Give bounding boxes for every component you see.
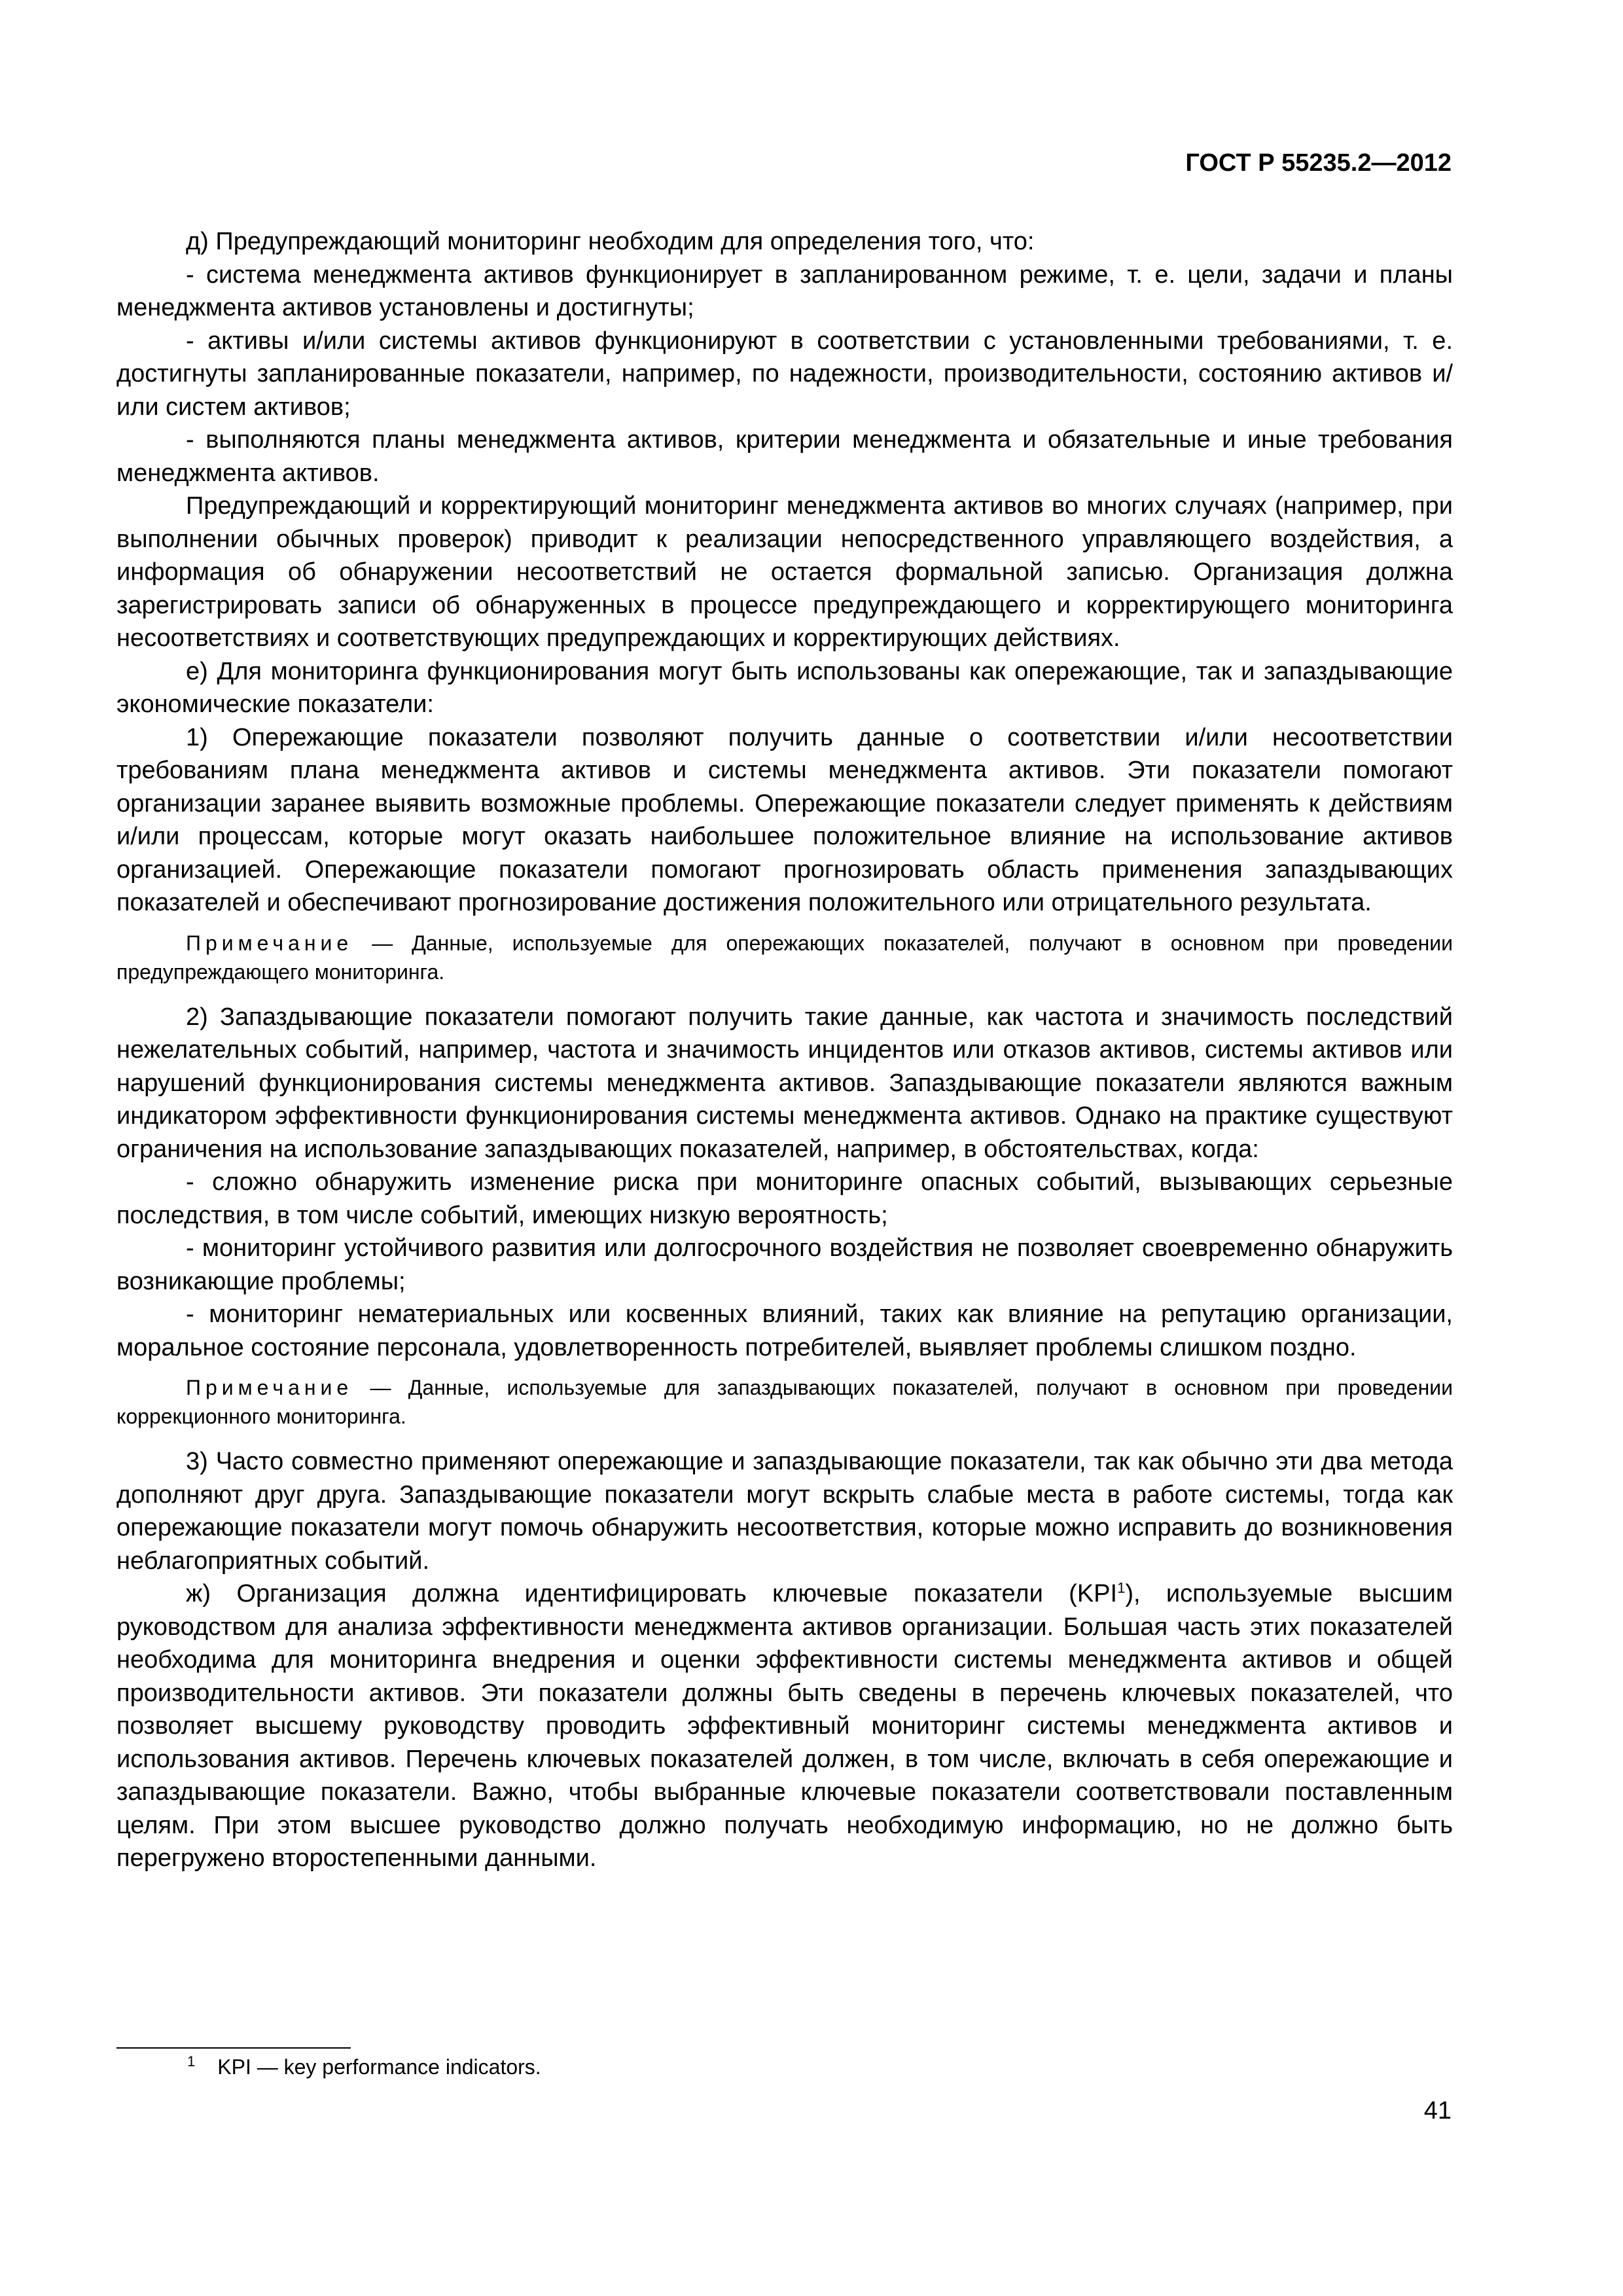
note-text: — Данные, используемые для опережающих показателей, получают в основном при проведении предупреждающего мониторинга. bbox=[116, 931, 1453, 984]
paragraph-text: ), используемые высшим руководством для анализа эффективности менеджмента активов организации. Большая часть этих показателей необходима для мониторинга внедрения и оценки эффективности системы менеджмента активов и общей производительности активов. Эти показатели должны быть сведены в перечень ключевых показателей, что позволяет высшему руководству проводить эффективный мониторинг системы менеджмента активов и использования активов. Перечень ключевых показателей должен, в том числе, включать в себя опережающие и запаздывающие показатели. Важно, чтобы выбранные ключевые показатели соответствовали поставленным целям. При этом высшее руководство должно получать необходимую информацию, но не должно быть перегружено второстепенными данными. bbox=[116, 1580, 1453, 1872]
paragraph: - активы и/или системы активов функционируют в соответствии с установленными требованиями, т. е. достигнуты запланированные показатели, например, по надежности, производительности, состоянию активов и/или систем активов; bbox=[116, 327, 1453, 421]
paragraph: - мониторинг устойчивого развития или долгосрочного воздействия не позволяет своевременно обнаружить возникающие проблемы; bbox=[116, 1234, 1453, 1295]
paragraph: д) Предупреждающий мониторинг необходим для определения того, что: bbox=[186, 228, 1035, 255]
paragraph: - сложно обнаружить изменение риска при мониторинге опасных событий, вызывающих серьезные последствия, в том числе событий, имеющих низкую вероятность; bbox=[116, 1168, 1453, 1229]
paragraph: е) Для мониторинга функционирования могут быть использованы как опережающие, так и запаздывающие экономические показатели: bbox=[116, 657, 1453, 718]
footnote bbox=[187, 2055, 541, 2079]
paragraph: - мониторинг нематериальных или косвенных влияний, таких как влияние на репутацию организации, моральное состояние персонала, удовлетворенность потребителей, выявляет проблемы слишком поздно. bbox=[116, 1300, 1453, 1361]
note-label: Примечание bbox=[186, 931, 353, 955]
paragraph: 3) Часто совместно применяют опережающие и запаздывающие показатели, так как обычно эти два метода дополняют друг друга. Запаздывающие показатели могут вскрыть слабые места в работе системы, тогда как опережающие показатели могут помочь обнаружить несоответствия, которые можно исправить до возникновения неблагоприятных событий. bbox=[116, 1448, 1453, 1575]
paragraph: 2) Запаздывающие показатели помогают получить такие данные, как частота и значимость последствий нежелательных событий, например, частота и значимость инцидентов или отказов активов, системы активов или нарушений функционирования системы менеджмента активов. Запаздывающие показатели являются важным индикатором эффективности функционирования системы менеджмента активов. Однако на практике существуют ограничения на использование запаздывающих показателей, например, в обстоятельствах, когда: bbox=[116, 1003, 1453, 1163]
paragraph-text: ж) Организация должна идентифицировать ключевые показатели (KPI bbox=[186, 1580, 1118, 1607]
footnote-separator bbox=[116, 2047, 351, 2049]
document-code: ГОСТ Р 55235.2—2012 bbox=[1185, 149, 1452, 177]
paragraph: - выполняются планы менеджмента активов, критерии менеджмента и обязательные и иные требования менеджмента активов. bbox=[116, 426, 1453, 487]
note bbox=[116, 1373, 1453, 1431]
note-text: — Данные, используемые для запаздывающих показателей, получают в основном при проведении коррекционного мониторинга. bbox=[116, 1376, 1453, 1428]
paragraph bbox=[116, 1577, 1453, 1875]
page-number: 41 bbox=[1423, 2097, 1452, 2125]
paragraph: 1) Опережающие показатели позволяют получить данные о соответствии и/или несоответствии требованиям плана менеджмента активов и системы менеджмента активов. Эти показатели помогают организации заранее выявить возможные проблемы. Опережающие показатели следует применять к действиям и/или процессам, которые могут оказать наибольшее положительное влияние на использование активов организацией. Опережающие показатели помогают прогнозировать область применения запаздывающих показателей и обеспечивают прогнозирование достижения положительного или отрицательного результата. bbox=[116, 723, 1453, 916]
note bbox=[116, 929, 1453, 986]
footnote-text: KPI — key performance indicators. bbox=[217, 2055, 541, 2079]
page-body bbox=[116, 225, 1453, 1875]
note-label: Примечание bbox=[186, 1376, 353, 1399]
footnote-mark: 1 bbox=[187, 2053, 196, 2070]
footnote-reference[interactable]: 1 bbox=[1117, 1579, 1126, 1596]
paragraph: Предупреждающий и корректирующий мониторинг менеджмента активов во многих случаях (например, при выполнении обычных проверок) приводит к реализации непосредственного управляющего воздействия, а информация об обнаружении несоответствий не остается формальной записью. Организация должна зарегистрировать записи об обнаруженных в процессе предупреждающего и корректирующего мониторинга несоответствиях и соответствующих предупреждающих и корректирующих действиях. bbox=[116, 492, 1453, 652]
paragraph: - система менеджмента активов функционирует в запланированном режиме, т. е. цели, задачи и планы менеджмента активов установлены и достигнуты; bbox=[116, 260, 1453, 321]
